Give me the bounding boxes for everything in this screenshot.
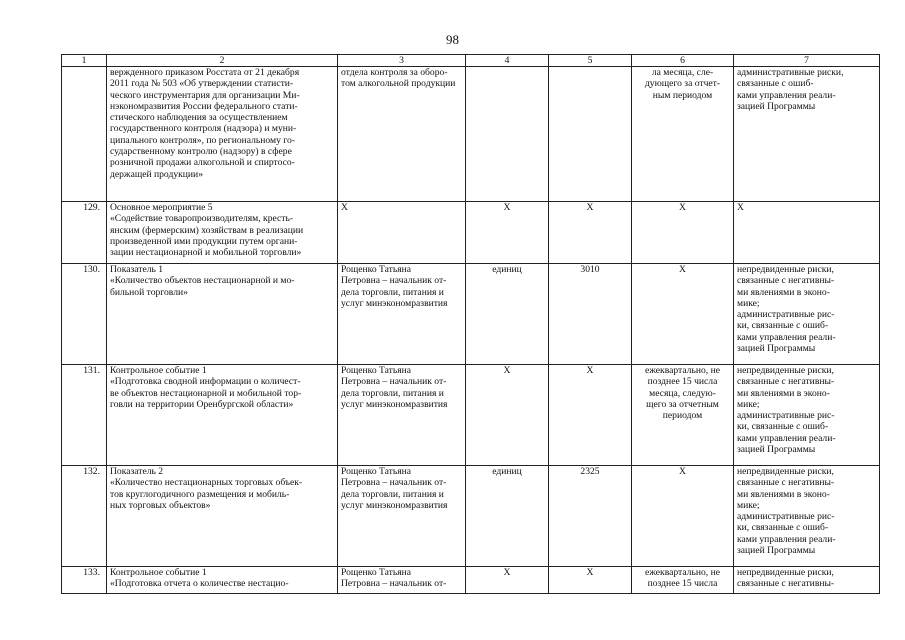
row-number: 132. bbox=[62, 466, 107, 567]
row-value: 3010 bbox=[549, 264, 632, 365]
header-col-1: 1 bbox=[62, 55, 107, 67]
row-deadline: X bbox=[632, 202, 734, 264]
row-value: X bbox=[549, 567, 632, 594]
row-deadline: ежеквартально, не позднее 15 числа месяца, следую- щего за отчетным периодом bbox=[632, 365, 734, 466]
row-risks: непредвиденные риски, связанные с негативны- bbox=[734, 567, 880, 594]
row-unit: единиц bbox=[466, 466, 549, 567]
row-risks: непредвиденные риски, связанные с негативны- ми явлениями в эконо- мике; административные рис- ки, связанные с ошиб- ками управления реали- зацией Программы bbox=[734, 365, 880, 466]
header-col-7: 7 bbox=[734, 55, 880, 67]
row-unit: X bbox=[466, 202, 549, 264]
row-unit: X bbox=[466, 365, 549, 466]
row-responsible: Рощенко Татьяна Петровна – начальник от- дела торговли, питания и услуг минэкономразвития bbox=[338, 466, 466, 567]
table-row bbox=[62, 202, 880, 264]
table-row bbox=[62, 67, 880, 202]
header-col-4: 4 bbox=[466, 55, 549, 67]
row-risks: непредвиденные риски, связанные с негативны- ми явлениями в эконо- мике; административные рис- ки, связанные с ошиб- ками управления реали- зацией Программы bbox=[734, 466, 880, 567]
table-row bbox=[62, 365, 880, 466]
table-row bbox=[62, 567, 880, 594]
row-value: 2325 bbox=[549, 466, 632, 567]
page-number: 98 bbox=[446, 32, 459, 47]
row-deadline: X bbox=[632, 264, 734, 365]
row-unit: единиц bbox=[466, 264, 549, 365]
row-risks: непредвиденные риски, связанные с негативны- ми явлениями в эконо- мике; административные рис- ки, связанные с ошиб- ками управления реали- зацией Программы bbox=[734, 264, 880, 365]
table-row bbox=[62, 466, 880, 567]
row-number: 129. bbox=[62, 202, 107, 264]
row-value: X bbox=[549, 202, 632, 264]
row-risks: административные риски, связанные с ошиб- ками управления реали- зацией Программы bbox=[734, 67, 880, 202]
row-number: 133. bbox=[62, 567, 107, 594]
header-col-3: 3 bbox=[338, 55, 466, 67]
row-responsible: X bbox=[338, 202, 466, 264]
header-col-2: 2 bbox=[107, 55, 338, 67]
row-number: 130. bbox=[62, 264, 107, 365]
row-deadline: ежеквартально, не позднее 15 числа bbox=[632, 567, 734, 594]
measures-table bbox=[61, 54, 880, 594]
row-responsible: Рощенко Татьяна Петровна – начальник от- bbox=[338, 567, 466, 594]
row-name: Основное мероприятие 5 «Содействие товаропроизводителям, кресть- янским (фермерским) хозяйствам в реализации произведенной ими продукции путем органи- зации нестационарной и мобильной торговли» bbox=[107, 202, 338, 264]
row-number bbox=[62, 67, 107, 202]
row-name: Контрольное событие 1 «Подготовка сводной информации о количест- ве объектов нестационарной и мобильной тор- говли на территории Оренбургской области» bbox=[107, 365, 338, 466]
row-number: 131. bbox=[62, 365, 107, 466]
row-value bbox=[549, 67, 632, 202]
header-col-5: 5 bbox=[549, 55, 632, 67]
row-responsible: отдела контроля за оборо- том алкогольной продукции bbox=[338, 67, 466, 202]
row-deadline: ла месяца, сле- дующего за отчет- ным периодом bbox=[632, 67, 734, 202]
row-name: вержденного приказом Росстата от 21 декабря 2011 года № 503 «Об утверждении статисти- ческого инструментария для организации Ми- нэкономразвития России федерального стати- стического наблюдения за осуществлением государственного контроля (надзора) и муни- ципального контроля», по региональному го- сударственному контролю (надзору) в сфере розничной продажи алкогольной и спиртосо- держащей продукции» bbox=[107, 67, 338, 202]
row-responsible: Рощенко Татьяна Петровна – начальник от- дела торговли, питания и услуг минэкономразвития bbox=[338, 365, 466, 466]
row-risks: X bbox=[734, 202, 880, 264]
table-header-row bbox=[62, 55, 880, 67]
row-value: X bbox=[549, 365, 632, 466]
table-row bbox=[62, 264, 880, 365]
row-unit bbox=[466, 67, 549, 202]
row-name: Показатель 2 «Количество нестационарных торговых объек- тов круглогодичного размещения и мобиль- ных торговых объектов» bbox=[107, 466, 338, 567]
row-deadline: X bbox=[632, 466, 734, 567]
row-name: Контрольное событие 1 «Подготовка отчета о количестве нестацио- bbox=[107, 567, 338, 594]
row-unit: X bbox=[466, 567, 549, 594]
row-name: Показатель 1 «Количество объектов нестационарной и мо- бильной торговли» bbox=[107, 264, 338, 365]
row-responsible: Рощенко Татьяна Петровна – начальник от- дела торговли, питания и услуг минэкономразвития bbox=[338, 264, 466, 365]
header-col-6: 6 bbox=[632, 55, 734, 67]
